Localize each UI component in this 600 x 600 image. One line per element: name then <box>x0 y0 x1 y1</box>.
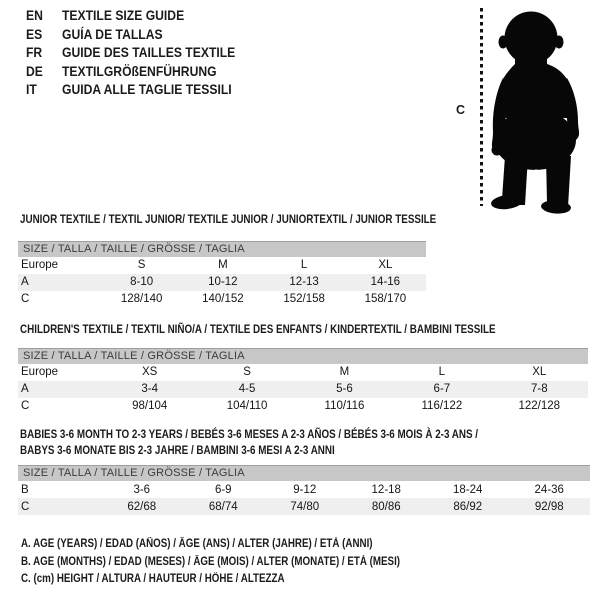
table-row <box>18 274 426 291</box>
size-cell: 4-5 <box>198 381 295 398</box>
size-cell: M <box>339 366 350 378</box>
language-row <box>26 63 235 82</box>
size-cell: 74/80 <box>264 498 346 515</box>
row-label: Europe <box>21 259 59 271</box>
size-cell: S <box>243 366 251 378</box>
size-header-bar: SIZE / TALLA / TAILLE / GRÖSSE / TAGLIA <box>18 241 426 257</box>
size-cell: M <box>218 259 228 271</box>
size-cell: 62/68 <box>101 498 183 515</box>
size-cell: 122/128 <box>518 400 561 412</box>
size-cell: 128/140 <box>120 293 163 305</box>
row-label: A <box>18 381 101 398</box>
table-row <box>18 481 590 498</box>
size-cell: 80/86 <box>346 498 428 515</box>
table-title: CHILDREN'S TEXTILE / TEXTIL NIÑO/A / TEXTILE DES ENFANTS / KINDERTEXTIL / BAMBINI TESSILE <box>20 322 496 336</box>
size-cell: 7-8 <box>491 381 588 398</box>
legend-line: C. (cm) HEIGHT / ALTURA / HAUTEUR / HÖHE / ALTEZZA <box>21 573 285 586</box>
size-cell: L <box>300 259 308 271</box>
size-cell: 6-9 <box>214 483 232 496</box>
language-code: ES <box>26 26 43 42</box>
size-cell: 14-16 <box>345 274 426 291</box>
table-row <box>18 257 426 274</box>
size-table <box>18 364 588 415</box>
size-header-bar: SIZE / TALLA / TAILLE / GRÖSSE / TAGLIA <box>18 465 590 481</box>
table-row <box>18 291 426 308</box>
toddler-silhouette-icon <box>487 4 600 214</box>
table-row <box>18 364 588 381</box>
size-cell: 9-12 <box>293 483 317 496</box>
size-cell: XS <box>142 366 158 378</box>
childrens-textile-section <box>18 322 588 415</box>
size-cell: 5-6 <box>296 381 393 398</box>
height-measure-label: C <box>456 103 466 117</box>
babies-textile-section <box>18 427 590 515</box>
language-guide-title: GUIDE DES TAILLES TEXTILE <box>62 45 236 61</box>
legend-line: A. AGE (YEARS) / EDAD (AÑOS) / ÂGE (ANS) / ALTER (JAHRE) / ETÀ (ANNI) <box>21 538 373 550</box>
size-table <box>18 257 426 308</box>
language-guide-list <box>26 7 235 100</box>
size-cell: XL <box>532 366 547 378</box>
row-label: C <box>21 293 30 305</box>
row-label: B <box>21 483 29 496</box>
size-cell: 68/74 <box>183 498 265 515</box>
size-cell: 158/170 <box>364 293 407 305</box>
size-cell: 8-10 <box>101 274 182 291</box>
language-guide-title: GUÍA DE TALLAS <box>62 26 163 42</box>
size-cell: S <box>137 259 146 271</box>
language-row <box>26 7 235 26</box>
size-cell: 24-36 <box>534 483 564 496</box>
size-cell: 10-12 <box>182 274 263 291</box>
table-title: BABYS 3-6 MONATE BIS 2-3 JAHRE / BAMBINI 3-6 MESI A 2-3 ANNI <box>20 442 335 457</box>
language-guide-title: TEXTILGRÖßENFÜHRUNG <box>62 63 217 79</box>
size-cell: XL <box>378 259 393 271</box>
size-cell: 18-24 <box>453 483 483 496</box>
language-guide-title: TEXTILE SIZE GUIDE <box>62 8 185 23</box>
table-title: JUNIOR TEXTILE / TEXTIL JUNIOR/ TEXTILE JUNIOR / JUNIORTEXTIL / JUNIOR TESSILE <box>20 212 437 226</box>
size-cell: 92/98 <box>509 498 591 515</box>
size-cell: 12-13 <box>264 274 345 291</box>
language-code: IT <box>26 82 37 98</box>
language-code: EN <box>26 8 43 23</box>
table-row <box>18 498 590 515</box>
size-cell: 104/110 <box>226 400 268 412</box>
size-cell: 3-4 <box>101 381 198 398</box>
size-cell: 86/92 <box>427 498 509 515</box>
size-cell: 110/116 <box>324 400 365 412</box>
legend-line: B. AGE (MONTHS) / EDAD (MESES) / ÂGE (MOIS) / ALTER (MONATE) / ETÀ (MESI) <box>21 555 401 568</box>
size-cell: 116/122 <box>421 400 463 412</box>
measure-legend <box>21 536 467 589</box>
table-title: BABIES 3-6 MONTH TO 2-3 YEARS / BEBÉS 3-6 MESES A 2-3 AÑOS / BÉBÉS 3-6 MOIS À 2-3 ANS / <box>20 427 479 441</box>
table-row <box>18 381 588 398</box>
size-cell: 6-7 <box>393 381 490 398</box>
size-header-bar: SIZE / TALLA / TAILLE / GRÖSSE / TAGLIA <box>18 348 588 364</box>
size-cell: 152/158 <box>283 293 325 305</box>
size-cell: 140/152 <box>202 293 244 305</box>
row-label: Europe <box>21 366 59 378</box>
size-cell: 98/104 <box>132 400 168 412</box>
size-cell: 3-6 <box>133 483 151 496</box>
height-measure-dashed-line <box>480 8 483 206</box>
language-code: FR <box>26 45 43 61</box>
language-row <box>26 26 235 45</box>
size-cell: L <box>438 366 446 378</box>
junior-textile-section <box>18 212 437 308</box>
size-table <box>18 481 590 515</box>
language-guide-title: GUIDA ALLE TAGLIE TESSILI <box>62 82 232 98</box>
row-label: A <box>18 274 101 291</box>
row-label: C <box>21 400 30 412</box>
language-code: DE <box>26 63 43 79</box>
table-row <box>18 398 588 415</box>
language-row <box>26 44 235 63</box>
size-cell: 12-18 <box>371 483 401 496</box>
language-row <box>26 81 235 100</box>
row-label: C <box>18 498 101 515</box>
